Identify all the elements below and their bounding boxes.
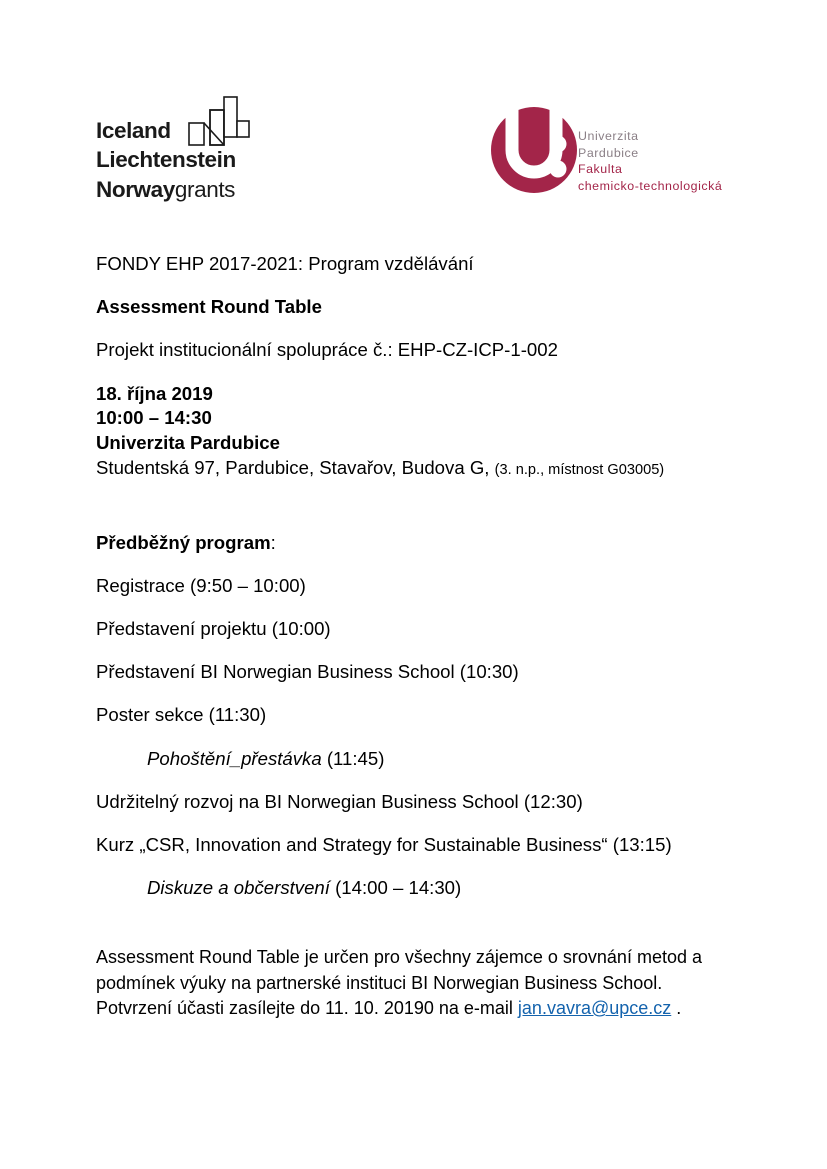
programme-item-italic: Pohoštění_přestávka: [147, 747, 322, 769]
closing-text-part2: .: [671, 998, 682, 1019]
event-address-room-note: (3. n.p., místnost G03005): [494, 461, 665, 478]
programme-item: Kurz „CSR, Innovation and Strategy for Sustainable Business“ (13:15): [96, 833, 672, 855]
programme-item-italic: Diskuze a občerstvení: [147, 877, 330, 899]
upce-logo-line-fakulta: Fakulta: [578, 162, 623, 176]
programme-item: Představení BI Norwegian Business School (10:30): [96, 661, 519, 683]
eea-logo-norway: Norway: [96, 176, 175, 202]
university-pardubice-logo: [490, 96, 740, 200]
event-details-block: [96, 382, 746, 481]
spacer: [96, 481, 746, 531]
event-address-street: Studentská 97, Pardubice, Stavařov, Budova G,: [96, 456, 490, 478]
upce-logo-text: [578, 128, 722, 194]
event-date: 18. října 2019: [96, 382, 213, 404]
programme-heading: [96, 531, 746, 555]
eea-logo-line-iceland: Iceland: [96, 118, 171, 143]
upce-logo-line-chemicko-technologicka: chemicko-technologická: [578, 178, 723, 193]
closing-paragraph: [96, 945, 736, 1021]
programme-item: Udržitelný rozvoj na BI Norwegian Business School (12:30): [96, 790, 583, 812]
upce-logo-line-pardubice: Pardubice: [578, 145, 639, 160]
upce-logo-line-univerzita: Univerzita: [578, 129, 639, 143]
programme-item: Představení projektu (10:00): [96, 618, 331, 640]
programme-heading-label: Předběžný program: [96, 531, 271, 553]
event-address: [96, 456, 746, 481]
programme-item: [96, 876, 746, 900]
event-venue: Univerzita Pardubice: [96, 432, 280, 454]
event-time: 10:00 – 14:30: [96, 407, 212, 429]
eea-logo-grants: grants: [174, 176, 236, 202]
document-body: [96, 252, 746, 1021]
eea-logo-line-liechtenstein: Liechtenstein: [96, 147, 236, 173]
upce-circle-u-logo-icon: [490, 96, 582, 194]
eea-norway-grants-logo: [96, 94, 356, 204]
project-number-line: Projekt institucionální spolupráce č.: EHP-CZ-ICP-1-002: [96, 339, 558, 361]
page-title: Assessment Round Table: [96, 296, 322, 318]
eea-logo-text: [96, 116, 236, 204]
programme-item: Poster sekce (11:30): [96, 704, 267, 726]
contact-email-link[interactable]: jan.vavra@upce.cz: [517, 998, 672, 1019]
closing-text-part1: Assessment Round Table je určen pro všechny zájemce o srovnání metod a podmínek výuky na partnerské instituci BI Norwegian Business School. Potvrzení účasti zasílejte do 11. 10. 20190 na e-mail: [96, 947, 702, 1019]
programme-heading-colon: :: [270, 531, 276, 553]
logo-band: [0, 0, 827, 230]
programme-item: Registrace (9:50 – 10:00): [96, 574, 306, 596]
spacer: [96, 919, 746, 945]
eea-logo-line-norway-grants: [96, 175, 236, 204]
programme-item-time: (11:45): [321, 747, 385, 769]
programme-item-time: (14:00 – 14:30): [329, 877, 462, 899]
programme-item: [96, 747, 746, 771]
programme-line: FONDY EHP 2017-2021: Program vzdělávání: [96, 253, 474, 274]
